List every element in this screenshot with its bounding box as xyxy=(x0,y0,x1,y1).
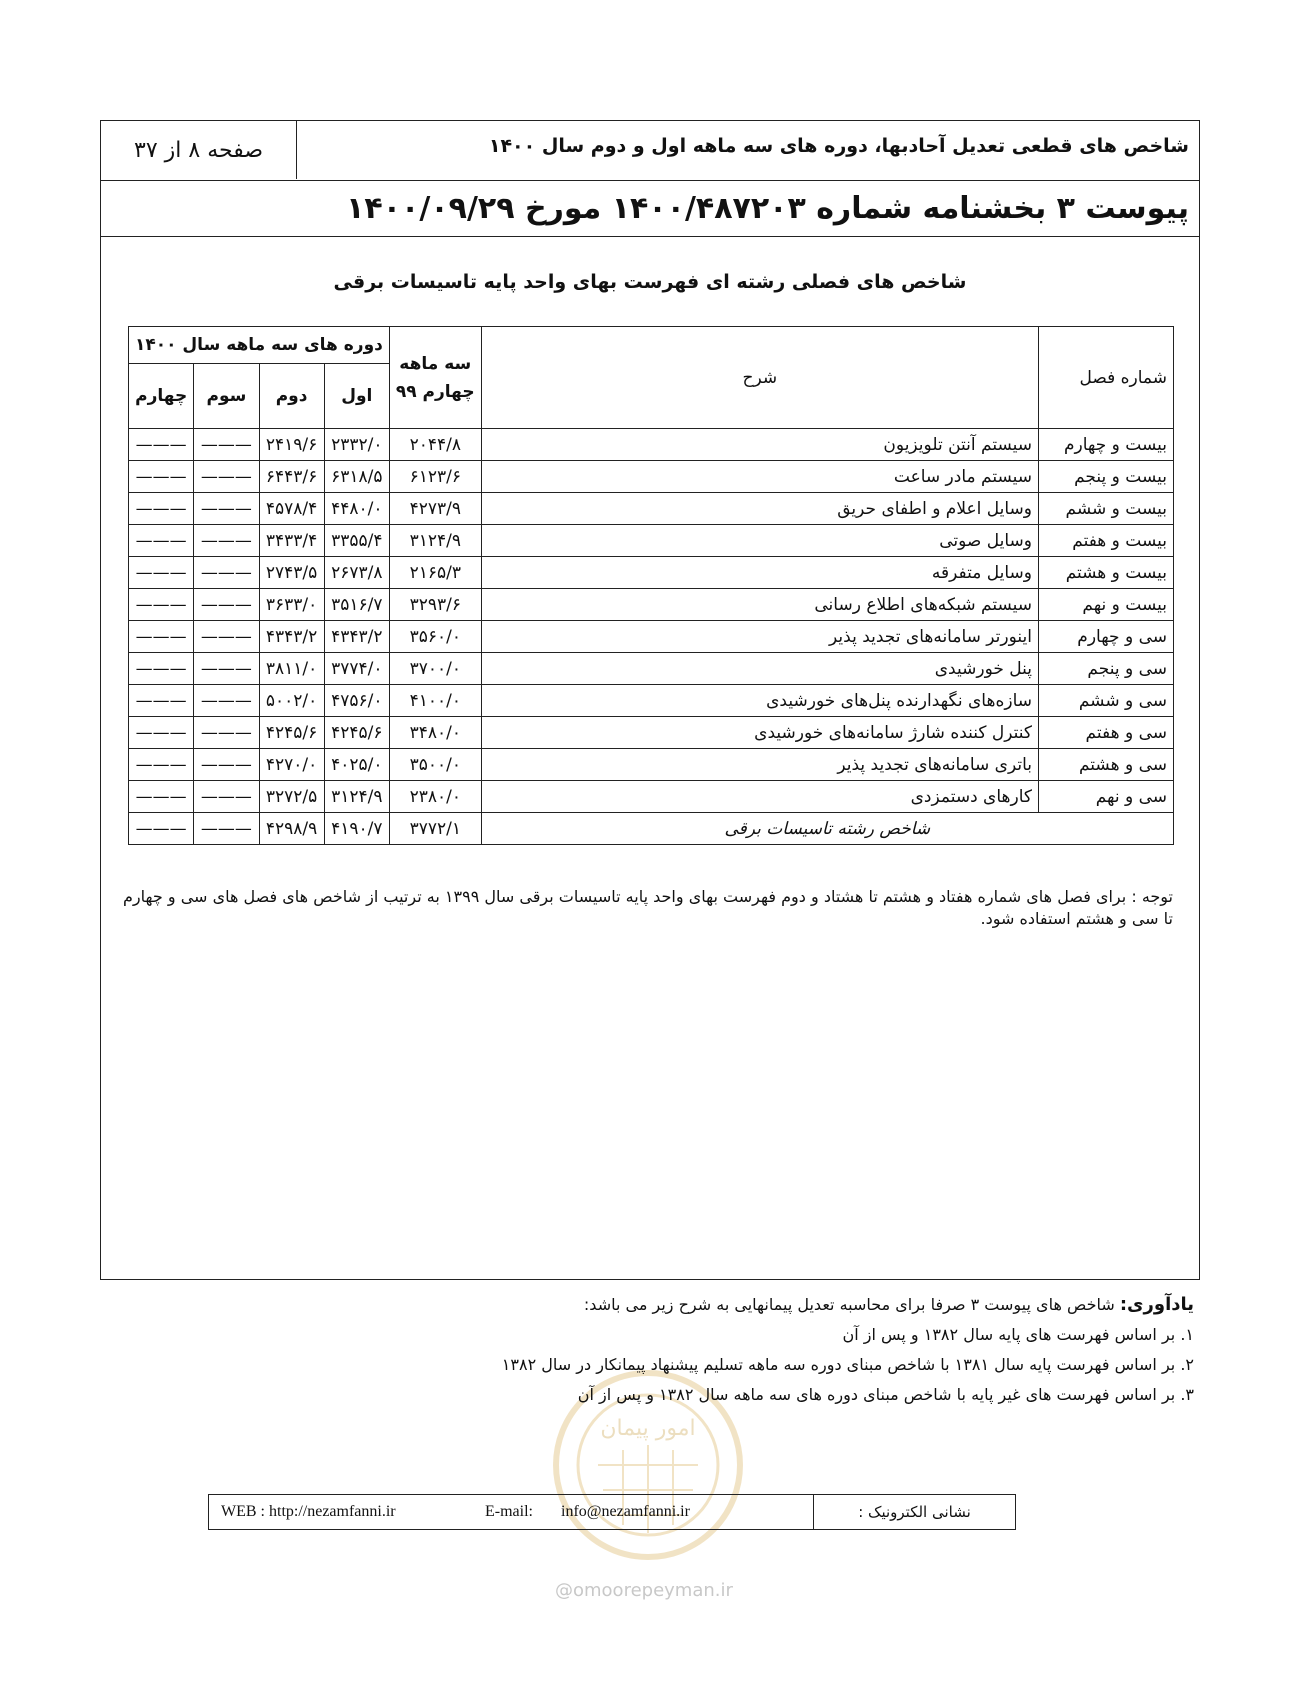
cell-prev: ۲۳۸۰/۰ xyxy=(389,781,481,813)
cell-prev: ۶۱۲۳/۶ xyxy=(389,461,481,493)
document-title: شاخص های قطعی تعدیل آحادبها، دوره های سه ماهه اول و دوم سال ۱۴۰۰ xyxy=(488,135,1189,157)
address-label: نشانی الکترونیک : xyxy=(813,1495,1015,1529)
col-header-desc: شرح xyxy=(481,327,1038,429)
cell-prev: ۳۷۰۰/۰ xyxy=(389,653,481,685)
cell-desc: سیستم شبکه‌های اطلاع رسانی xyxy=(481,589,1038,621)
cell-q1: ۳۵۱۶/۷ xyxy=(324,589,389,621)
cell-prev: ۳۵۶۰/۰ xyxy=(389,621,481,653)
cell-q3: ——— xyxy=(194,557,259,589)
cell-q2: ۳۴۳۳/۴ xyxy=(259,525,324,557)
cell-q3: ——— xyxy=(194,653,259,685)
cell-fasl: بیست و هفتم xyxy=(1039,525,1174,557)
col-header-fasl: شماره فصل xyxy=(1039,327,1174,429)
table-row xyxy=(129,781,1174,813)
table-row xyxy=(129,653,1174,685)
cell-desc: اینورتر سامانه‌های تجدید پذیر xyxy=(481,621,1038,653)
reminder-item-3: ۳. بر اساس فهرست های غیر پایه با شاخص مبنای دوره های سه ماهه سال ۱۳۸۲ و پس از آن xyxy=(577,1385,1194,1404)
note-text: توجه : برای فصل های شماره هفتاد و هشتم تا هشتاد و دوم فهرست بهای واحد پایه تاسیسات برقی سال ۱۳۹۹ به ترتیب از شاخص های فصل های سی و چهارم تا سی و هشتم استفاده شود. xyxy=(123,887,1173,928)
table-row xyxy=(129,621,1174,653)
cell-fasl: بیست و نهم xyxy=(1039,589,1174,621)
circular-row xyxy=(101,181,1199,237)
cell-desc: سیستم آنتن تلویزیون xyxy=(481,429,1038,461)
cell-q3: ——— xyxy=(194,429,259,461)
total-row xyxy=(129,813,1174,845)
total-prev: ۳۷۷۲/۱ xyxy=(389,813,481,845)
cell-q3: ——— xyxy=(194,589,259,621)
cell-desc: وسایل متفرقه xyxy=(481,557,1038,589)
reminder-block xyxy=(434,1290,1194,1410)
cell-q2: ۴۵۷۸/۴ xyxy=(259,493,324,525)
col-header-prev xyxy=(389,327,481,429)
reminder-intro: شاخص های پیوست ۳ صرفا برای محاسبه تعدیل پیمانهایی به شرح زیر می باشد: xyxy=(583,1295,1115,1314)
cell-q4: ——— xyxy=(129,429,194,461)
cell-q2: ۲۷۴۳/۵ xyxy=(259,557,324,589)
cell-q3: ——— xyxy=(194,461,259,493)
watermark-site: @omoorepeyman.ir xyxy=(555,1580,733,1601)
col-header-q1: اول xyxy=(324,364,389,429)
total-q4: ——— xyxy=(129,813,194,845)
cell-q4: ——— xyxy=(129,589,194,621)
total-q3: ——— xyxy=(194,813,259,845)
cell-q1: ۳۷۷۴/۰ xyxy=(324,653,389,685)
cell-q4: ——— xyxy=(129,781,194,813)
cell-q3: ——— xyxy=(194,717,259,749)
email-label: E-mail: xyxy=(485,1503,533,1520)
table-body xyxy=(129,429,1174,813)
cell-q4: ——— xyxy=(129,653,194,685)
cell-q1: ۲۶۷۳/۸ xyxy=(324,557,389,589)
cell-prev: ۲۰۴۴/۸ xyxy=(389,429,481,461)
website-link[interactable]: WEB : http://nezamfanni.ir xyxy=(221,1503,396,1520)
cell-fasl: سی و چهارم xyxy=(1039,621,1174,653)
cell-q2: ۲۴۱۹/۶ xyxy=(259,429,324,461)
cell-q3: ——— xyxy=(194,621,259,653)
cell-fasl: بیست و هشتم xyxy=(1039,557,1174,589)
table-title: شاخص های فصلی رشته ای فهرست بهای واحد پایه تاسیسات برقی xyxy=(333,271,967,293)
table-row xyxy=(129,429,1174,461)
cell-q1: ۳۳۵۵/۴ xyxy=(324,525,389,557)
cell-q4: ——— xyxy=(129,493,194,525)
index-table xyxy=(128,326,1174,845)
table-row xyxy=(129,749,1174,781)
email-link[interactable]: info@nezamfanni.ir xyxy=(561,1503,690,1520)
cell-q4: ——— xyxy=(129,557,194,589)
reminder-heading xyxy=(434,1290,1194,1320)
header-row xyxy=(101,121,1199,181)
cell-q3: ——— xyxy=(194,749,259,781)
cell-q4: ——— xyxy=(129,749,194,781)
cell-q3: ——— xyxy=(194,781,259,813)
page-number: صفحه ۸ از ۳۷ xyxy=(101,121,297,179)
cell-prev: ۲۱۶۵/۳ xyxy=(389,557,481,589)
cell-fasl: بیست و ششم xyxy=(1039,493,1174,525)
col-header-q2: دوم xyxy=(259,364,324,429)
total-q1: ۴۱۹۰/۷ xyxy=(324,813,389,845)
circular-title: پیوست ۳ بخشنامه شماره ۱۴۰۰/۴۸۷۲۰۳ مورخ ۱۴۰۰/۰۹/۲۹ xyxy=(346,191,1189,226)
cell-q1: ۴۴۸۰/۰ xyxy=(324,493,389,525)
table-row xyxy=(129,685,1174,717)
cell-prev: ۳۴۸۰/۰ xyxy=(389,717,481,749)
cell-q2: ۳۲۷۲/۵ xyxy=(259,781,324,813)
total-label: شاخص رشته تاسیسات برقی xyxy=(481,813,1173,845)
table-row xyxy=(129,589,1174,621)
cell-q1: ۶۳۱۸/۵ xyxy=(324,461,389,493)
cell-desc: باتری سامانه‌های تجدید پذیر xyxy=(481,749,1038,781)
table-row xyxy=(129,557,1174,589)
cell-fasl: سی و هفتم xyxy=(1039,717,1174,749)
col-header-q4: چهارم xyxy=(129,364,194,429)
cell-fasl: سی و پنجم xyxy=(1039,653,1174,685)
cell-q4: ——— xyxy=(129,717,194,749)
reminder-item-2: ۲. بر اساس فهرست پایه سال ۱۳۸۱ با شاخص مبنای دوره سه ماهه تسلیم پیشنهاد پیمانکار در سال ۱۳۸۲ xyxy=(501,1355,1194,1374)
col-header-prev-line2: چهارم ۹۹ xyxy=(395,381,475,402)
cell-q3: ——— xyxy=(194,525,259,557)
cell-fasl: سی و ششم xyxy=(1039,685,1174,717)
cell-q4: ——— xyxy=(129,461,194,493)
cell-q2: ۳۶۳۳/۰ xyxy=(259,589,324,621)
cell-q1: ۴۲۴۵/۶ xyxy=(324,717,389,749)
cell-desc: پنل خورشیدی xyxy=(481,653,1038,685)
cell-desc: وسایل اعلام و اطفای حریق xyxy=(481,493,1038,525)
cell-q2: ۴۲۷۰/۰ xyxy=(259,749,324,781)
cell-desc: کارهای دستمزدی xyxy=(481,781,1038,813)
cell-q2: ۴۲۴۵/۶ xyxy=(259,717,324,749)
cell-q4: ——— xyxy=(129,621,194,653)
cell-q4: ——— xyxy=(129,685,194,717)
page-frame xyxy=(100,120,1200,1280)
cell-prev: ۳۲۹۳/۶ xyxy=(389,589,481,621)
col-header-prev-line1: سه ماهه xyxy=(399,353,472,374)
cell-fasl: سی و هشتم xyxy=(1039,749,1174,781)
cell-q1: ۴۰۲۵/۰ xyxy=(324,749,389,781)
cell-fasl: بیست و چهارم xyxy=(1039,429,1174,461)
reminder-item-1: ۱. بر اساس فهرست های پایه سال ۱۳۸۲ و پس از آن xyxy=(842,1325,1194,1344)
cell-prev: ۳۵۰۰/۰ xyxy=(389,749,481,781)
cell-desc: سازه‌های نگهدارنده پنل‌های خورشیدی xyxy=(481,685,1038,717)
cell-fasl: سی و نهم xyxy=(1039,781,1174,813)
cell-q3: ——— xyxy=(194,685,259,717)
table-row xyxy=(129,525,1174,557)
cell-prev: ۳۱۲۴/۹ xyxy=(389,525,481,557)
seal-text: امور پیمان xyxy=(600,1416,696,1441)
cell-q2: ۵۰۰۲/۰ xyxy=(259,685,324,717)
cell-desc: وسایل صوتی xyxy=(481,525,1038,557)
cell-q1: ۴۳۴۳/۲ xyxy=(324,621,389,653)
table-row xyxy=(129,717,1174,749)
cell-desc: سیستم مادر ساعت xyxy=(481,461,1038,493)
cell-q3: ——— xyxy=(194,493,259,525)
cell-q2: ۶۴۴۳/۶ xyxy=(259,461,324,493)
cell-q1: ۴۷۵۶/۰ xyxy=(324,685,389,717)
cell-q1: ۳۱۲۴/۹ xyxy=(324,781,389,813)
total-q2: ۴۲۹۸/۹ xyxy=(259,813,324,845)
cell-q2: ۴۳۴۳/۲ xyxy=(259,621,324,653)
cell-q2: ۳۸۱۱/۰ xyxy=(259,653,324,685)
table-row xyxy=(129,461,1174,493)
cell-desc: کنترل کننده شارژ سامانه‌های خورشیدی xyxy=(481,717,1038,749)
col-group-header: دوره های سه ماهه سال ۱۴۰۰ xyxy=(129,327,390,364)
reminder-label: یادآوری: xyxy=(1119,1294,1194,1315)
cell-fasl: بیست و پنجم xyxy=(1039,461,1174,493)
cell-q4: ——— xyxy=(129,525,194,557)
cell-prev: ۴۲۷۳/۹ xyxy=(389,493,481,525)
table-row xyxy=(129,493,1174,525)
cell-q1: ۲۳۳۲/۰ xyxy=(324,429,389,461)
cell-prev: ۴۱۰۰/۰ xyxy=(389,685,481,717)
col-header-q3: سوم xyxy=(194,364,259,429)
footer-contact xyxy=(208,1494,1016,1530)
